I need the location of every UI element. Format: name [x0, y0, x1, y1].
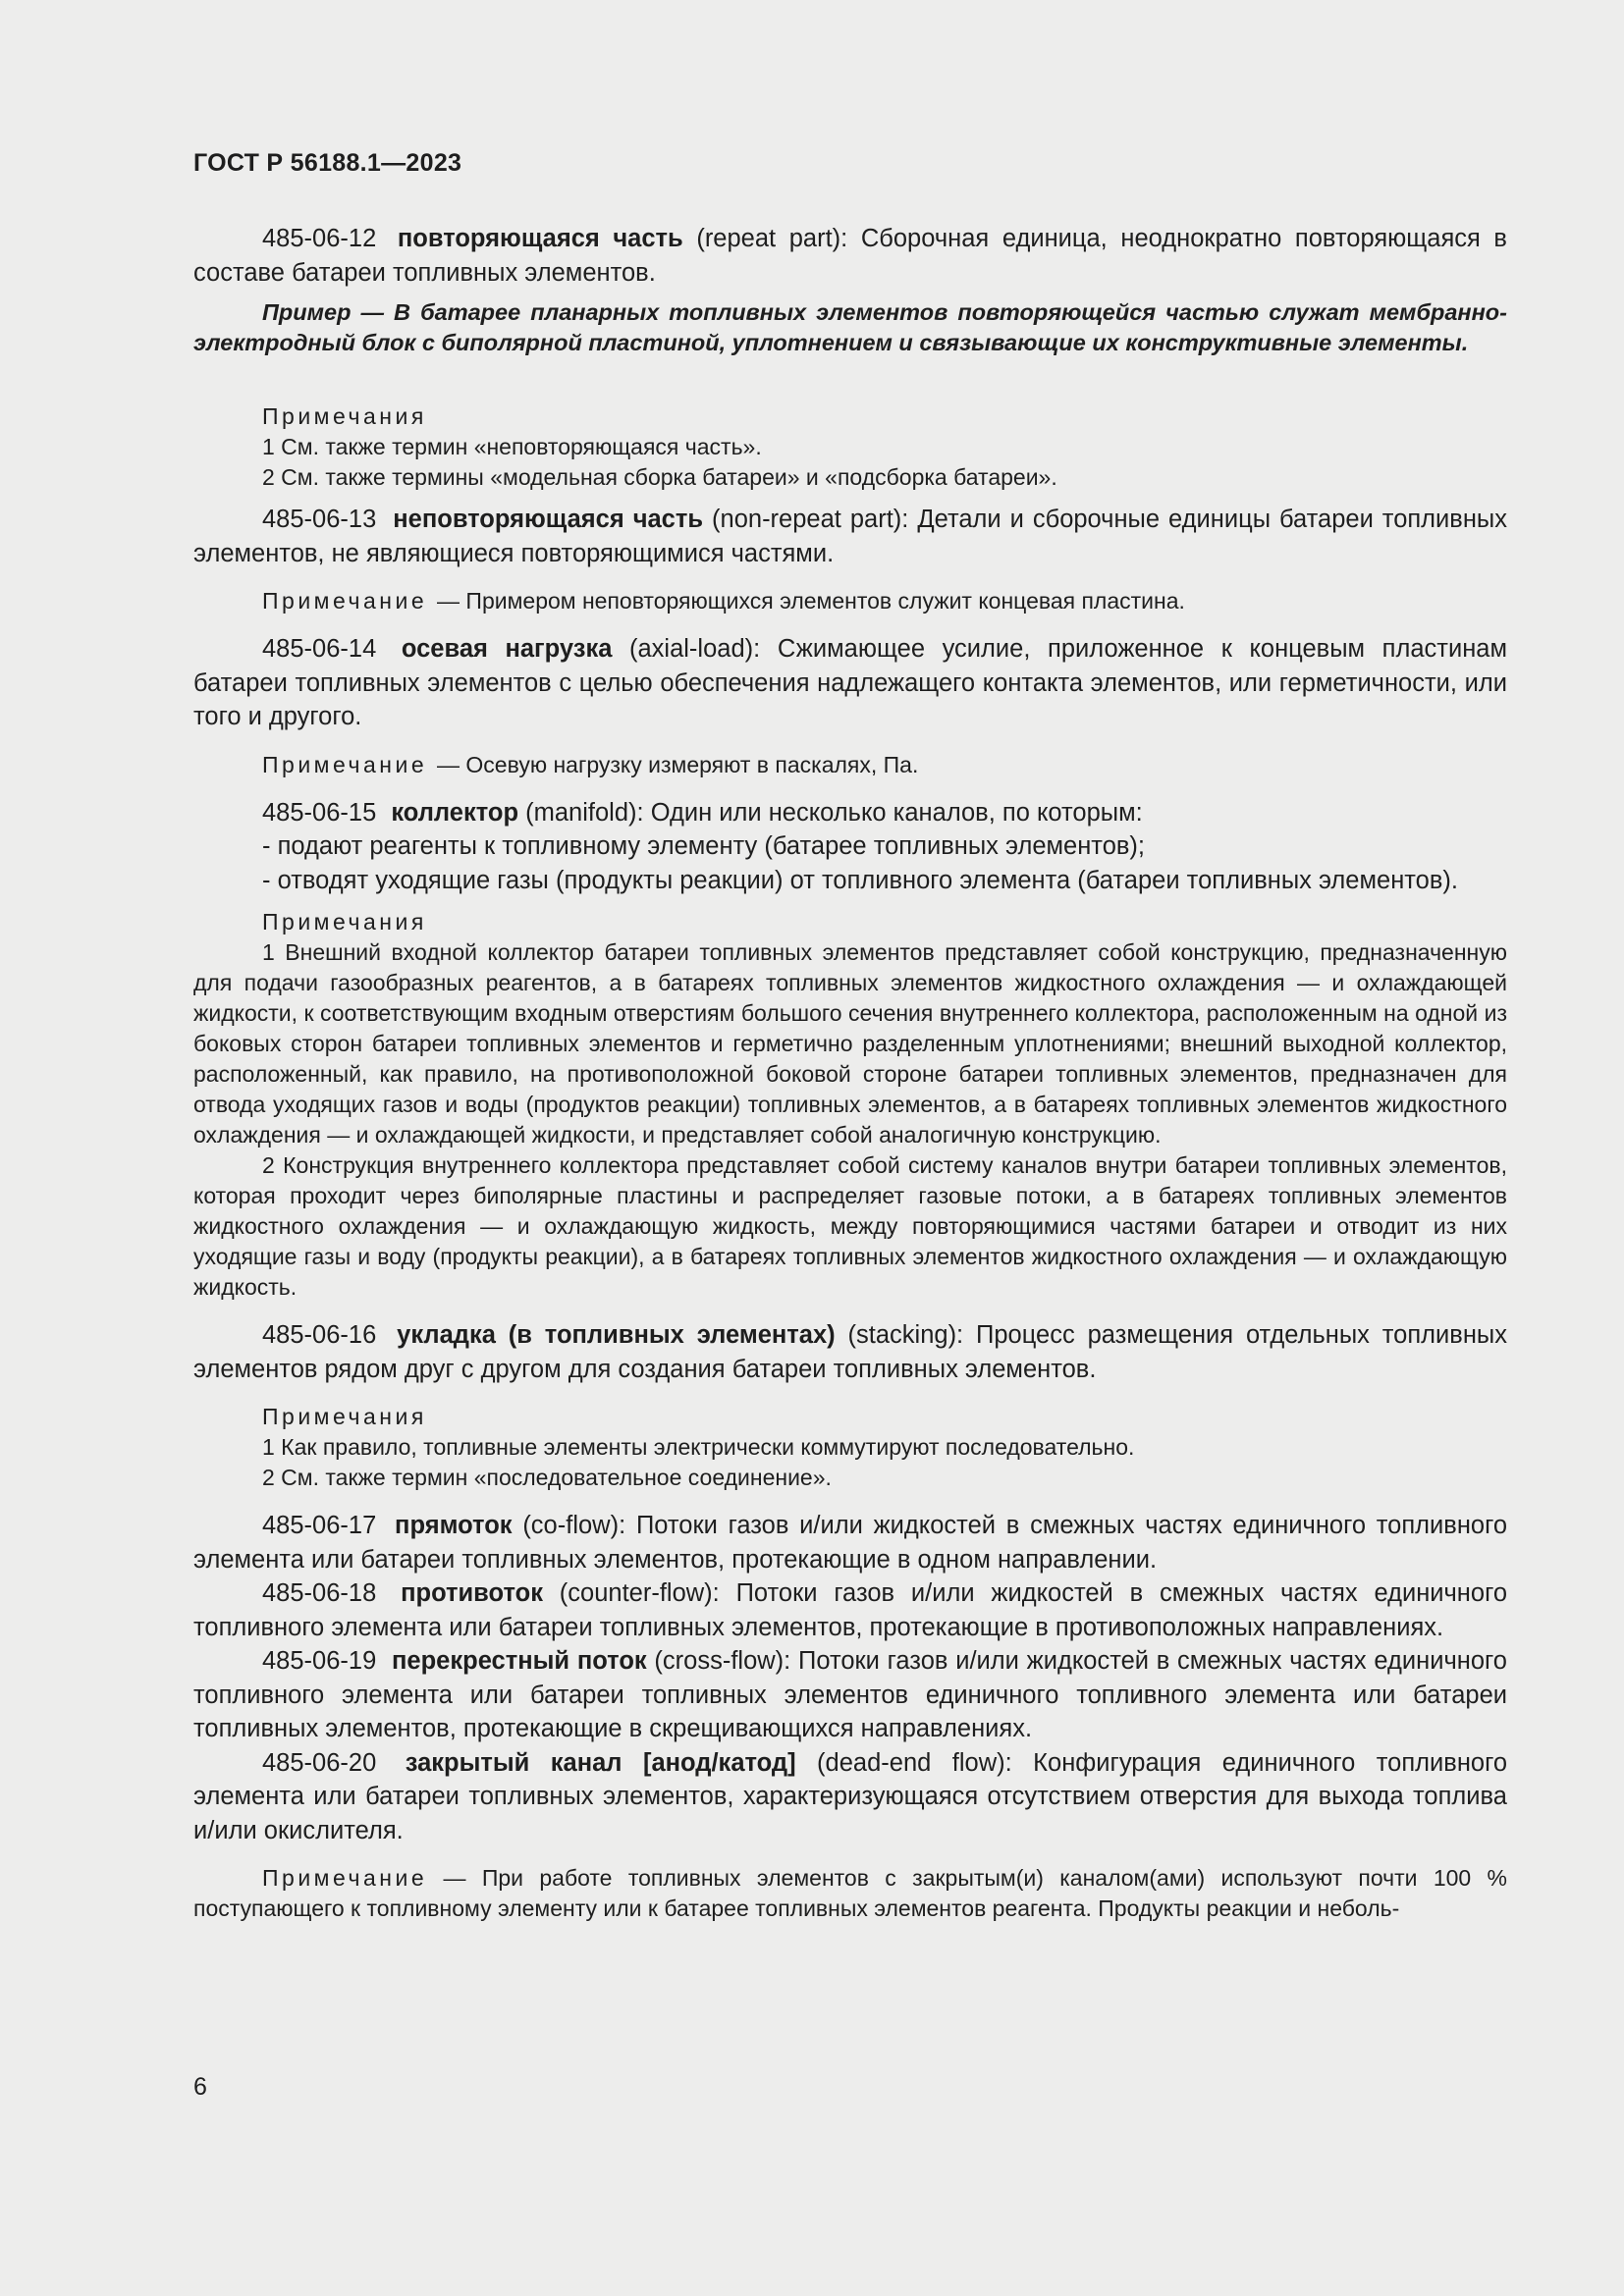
term-definition: Сборочная единица, неоднократно повторяющаяся в составе батареи топливных элементов. [193, 225, 1507, 287]
term-name: повторяющаяся часть [397, 225, 683, 252]
term-english: (axial-load): [629, 635, 761, 663]
term-entry-485-06-14 [193, 632, 1507, 734]
list-item: - отводят уходящие газы (продукты реакции) от топливного элемента (батареи топливных элементов). [262, 866, 1458, 894]
note-single [193, 750, 1507, 780]
term-english: (stacking): [847, 1321, 964, 1349]
note-label: Примечание [262, 751, 428, 777]
list-item: - подают реагенты к топливному элементу (батарее топливных элементов); [262, 832, 1145, 860]
term-entry-485-06-13 [193, 503, 1507, 570]
term-entry-485-06-19 [193, 1644, 1507, 1746]
term-name: неповторяющаяся часть [393, 506, 704, 533]
note-label: Примечание [262, 588, 428, 614]
term-code: 485-06-15 [262, 798, 377, 827]
note-single [193, 1863, 1507, 1924]
term-english: (co-flow): [522, 1512, 626, 1539]
term-english: (manifold): [525, 798, 644, 827]
note-item: 2 См. также термины «модельная сборка батареи» и «подсборка батареи». [262, 464, 1057, 490]
notes-title: Примечания [262, 1404, 427, 1429]
notes-title: Примечания [262, 403, 427, 429]
note-item: 1 Как правило, топливные элементы электрически коммутируют последовательно. [262, 1434, 1135, 1460]
term-code: 485-06-18 [262, 1579, 377, 1607]
note-item: 1 Внешний входной коллектор батареи топливных элементов представляет собой конструкцию, предназначенную для подачи газообразных реагентов, а в батареях топливных элементов жидкостного охлаждения — и охлаждающей жидкости, к соответствующим входным отверстиям большого сечения внутреннего коллектора, расположенным на одной из боковых сторон батареи топливных элементов и герметично разделенным уплотнениями; внешний выходной коллектор, расположенный, как правило, на противоположной боковой стороне батареи топливных элементов, предназначен для отвода уходящих газов и воды (продуктов реакции) топливных элементов, а в батареях топливных элементов жидкостного охлаждения — и охлаждающей жидкости, и представляет собой аналогичную конструкцию. [193, 939, 1507, 1148]
term-english: (counter-flow): [559, 1579, 720, 1607]
term-name: осевая нагрузка [401, 635, 613, 663]
term-definition: Потоки газов и/или жидкостей в смежных частях единичного топливного элемента или батареи топливных элементов, протекающие в одном направлении. [193, 1512, 1508, 1574]
term-definition: Конфигурация единичного топливного элемента или батареи топливных элементов, характеризующаяся отсутствием отверстия для выхода топлива и/или окислителя. [193, 1748, 1508, 1844]
term-english: (cross-flow): [654, 1647, 791, 1675]
note-item: 1 См. также термин «неповторяющаяся часть». [262, 434, 762, 459]
document-body [193, 222, 1507, 1924]
term-definition: Сжимающее усилие, приложенное к концевым пластинам батареи топливных элементов с целью обеспечения надлежащего контакта элементов, или герметичности, или того и другого. [193, 635, 1508, 730]
term-example: Пример — В батарее планарных топливных элементов повторяющейся частью служат мембранно-электродный блок с биполярной пластиной, уплотнением и связывающие их конструктивные элементы. [193, 299, 1507, 355]
page-number: 6 [193, 2073, 207, 2101]
term-english: (non-repeat part): [712, 506, 909, 533]
term-code: 485-06-12 [262, 225, 377, 252]
term-name: закрытый канал [анод/катод] [405, 1748, 796, 1777]
term-english: (dead-end flow): [817, 1748, 1012, 1777]
term-name: укладка (в топливных элементах) [397, 1321, 836, 1349]
note-label: Примечание [262, 1865, 428, 1891]
term-definition: Один или несколько каналов, по которым: [650, 798, 1143, 827]
note-text: — Осевую нагрузку измеряют в паскалях, Па. [437, 751, 919, 777]
term-definition: Процесс размещения отдельных топливных элементов рядом друг с другом для создания батареи топливных элементов. [193, 1321, 1508, 1383]
note-single [193, 586, 1507, 616]
term-code: 485-06-20 [262, 1748, 377, 1777]
term-name: прямоток [395, 1512, 513, 1539]
term-name: перекрестный поток [392, 1647, 647, 1675]
term-definition: Детали и сборочные единицы батареи топливных элементов, не являющиеся повторяющимися частями. [193, 506, 1508, 567]
term-entry-485-06-20 [193, 1746, 1507, 1848]
note-text: — Примером неповторяющихся элементов служит концевая пластина. [437, 588, 1185, 614]
term-code: 485-06-16 [262, 1321, 377, 1349]
term-entry-485-06-18 [193, 1576, 1507, 1644]
term-code: 485-06-13 [262, 506, 377, 533]
term-code: 485-06-14 [262, 635, 377, 663]
term-english: (repeat part): [696, 225, 848, 252]
term-entry-485-06-16 [193, 1318, 1507, 1386]
term-entry-485-06-17 [193, 1509, 1507, 1576]
document-header: ГОСТ Р 56188.1—2023 [193, 149, 462, 177]
term-entry-485-06-15 [193, 796, 1507, 830]
term-code: 485-06-19 [262, 1647, 377, 1675]
term-definition: Потоки газов и/или жидкостей в смежных частях единичного топливного элемента или батареи топливных элементов единичного топливного элемента или батареи топливных элементов, протекающие в скрещивающихся направлениях. [193, 1647, 1507, 1742]
note-item: 2 Конструкция внутреннего коллектора представляет собой систему каналов внутри батареи топливных элементов, которая проходит через биполярные пластины и распределяет газовые потоки, а в батареях топливных элементов жидкостного охлаждения — и охлаждающую жидкость, между повторяющимися частями батареи и отводит из них уходящие газы и воду (продукты реакции), а в батареях топливных элементов жидкостного охлаждения — и охлаждающую жидкость. [193, 1152, 1507, 1300]
term-code: 485-06-17 [262, 1512, 377, 1539]
note-text: — При работе топливных элементов с закрытым(и) каналом(ами) используют почти 100 % поступающего к топливному элементу или к батарее топливных элементов реагента. Продукты реакции и неболь- [193, 1865, 1508, 1921]
notes-title: Примечания [262, 909, 427, 934]
term-entry-485-06-12 [193, 222, 1507, 290]
term-name: противоток [401, 1579, 543, 1607]
note-item: 2 См. также термин «последовательное соединение». [262, 1465, 832, 1490]
term-definition: Потоки газов и/или жидкостей в смежных частях единичного топливного элемента или батареи топливных элементов, протекающие в противоположных направлениях. [193, 1579, 1507, 1641]
term-name: коллектор [391, 798, 519, 827]
